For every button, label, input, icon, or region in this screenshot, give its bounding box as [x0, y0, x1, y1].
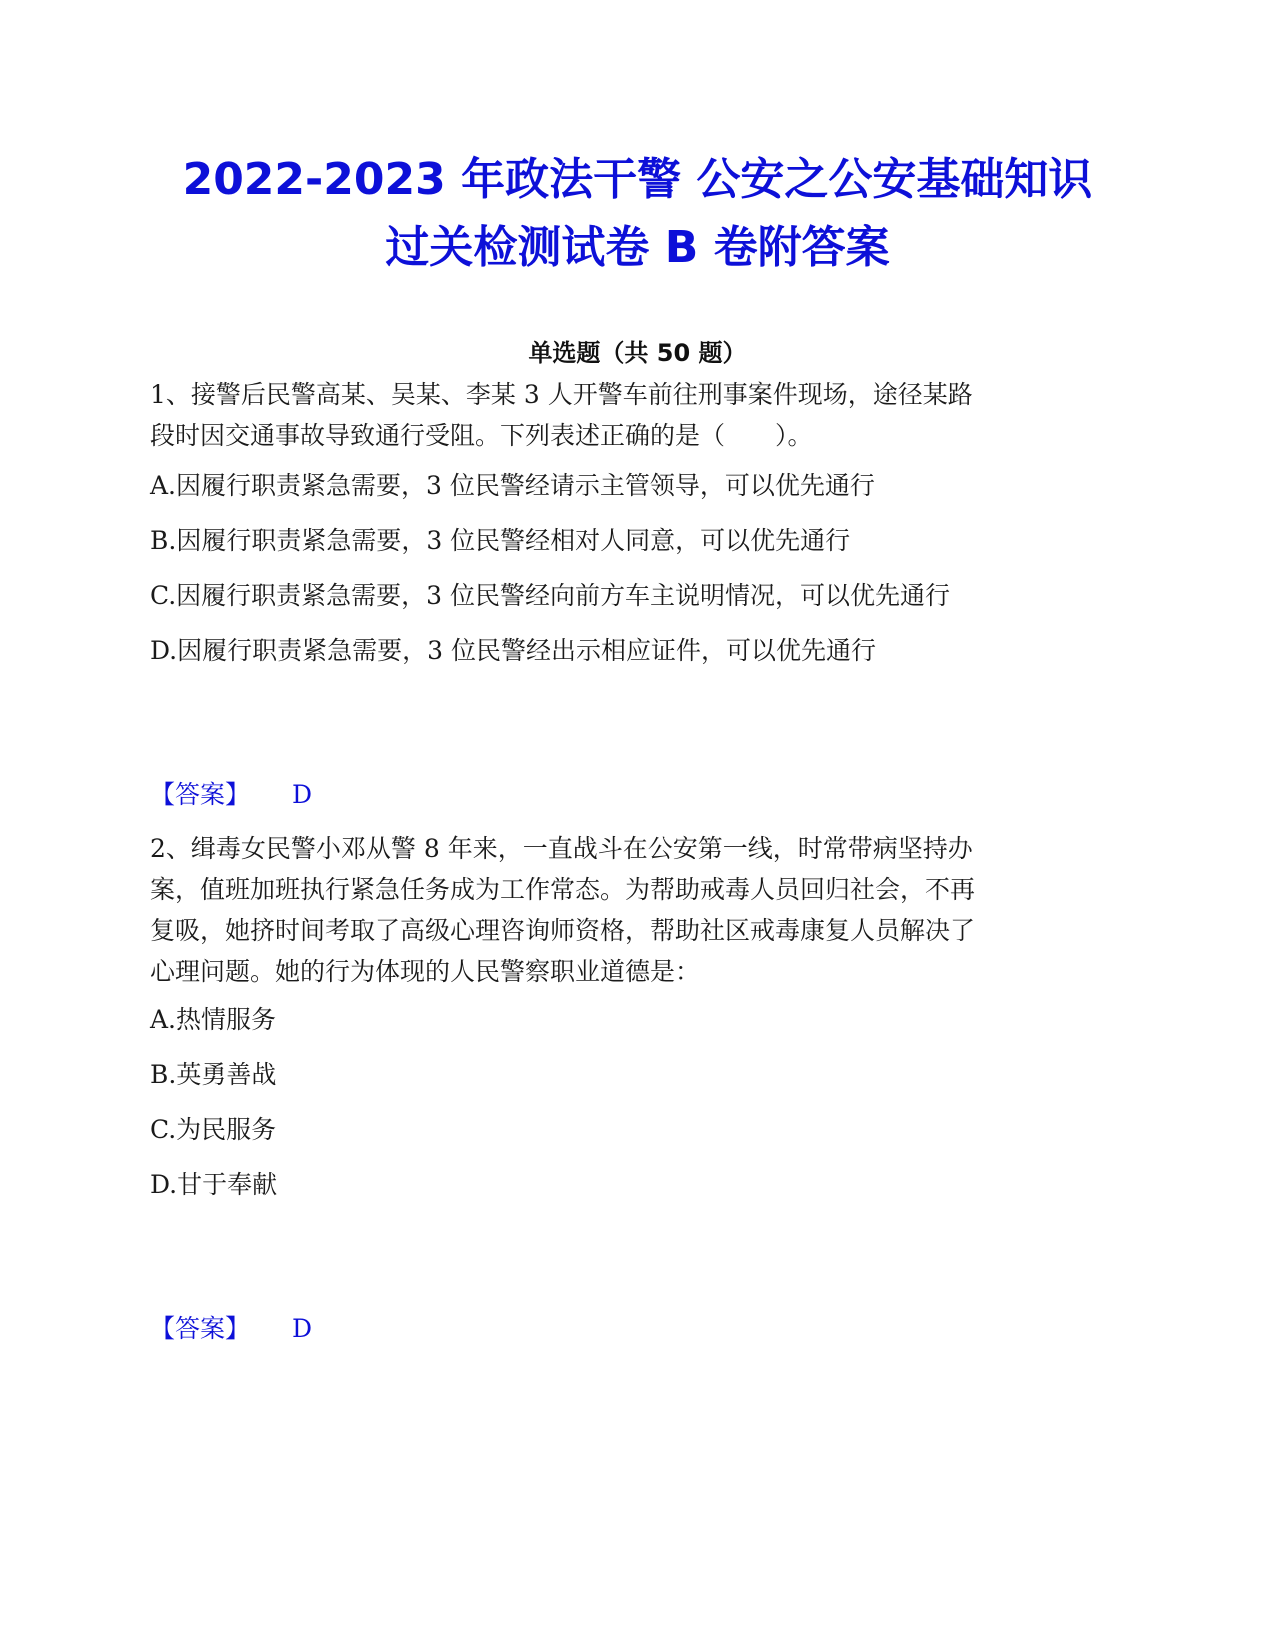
question-2-option-c: C.为民服务: [150, 1115, 277, 1144]
question-1-option-c: C.因履行职责紧急需要，3 位民警经向前方车主说明情况，可以优先通行: [150, 581, 951, 610]
question-1-option-b: B.因履行职责紧急需要，3 位民警经相对人同意，可以优先通行: [150, 526, 851, 555]
question-2-stem-line: 案，值班加班执行紧急任务成为工作常态。为帮助戒毒人员回归社会，不再: [150, 875, 976, 904]
question-1-option-d: D.因履行职责紧急需要，3 位民警经出示相应证件，可以优先通行: [150, 636, 876, 665]
question-2-option-b: B.英勇善战: [150, 1060, 277, 1089]
question-1-answer: [150, 778, 312, 812]
question-2-stem-line: 复吸，她挤时间考取了高级心理咨询师资格，帮助社区戒毒康复人员解决了: [150, 916, 976, 945]
question-2-answer: [150, 1312, 312, 1346]
question-1-stem-line: 段时因交通事故导致通行受阻。下列表述正确的是（ ）。: [150, 421, 813, 450]
question-2-option-a: A.热情服务: [150, 1005, 277, 1034]
answer-value: D: [292, 780, 313, 809]
question-1-option-a: A.因履行职责紧急需要，3 位民警经请示主管领导，可以优先通行: [150, 471, 875, 500]
document-title-line-2: 过关检测试卷 B 卷附答案: [385, 222, 890, 273]
section-heading: 单选题（共 50 题）: [528, 339, 747, 367]
question-2-stem-line: 2、缉毒女民警小邓从警 8 年来，一直战斗在公安第一线，时常带病坚持办: [150, 834, 973, 863]
question-2-stem-line: 心理问题。她的行为体现的人民警察职业道德是：: [150, 957, 701, 986]
answer-value: D: [292, 1314, 313, 1343]
document-title-line-1: 2022-2023 年政法干警 公安之公安基础知识: [182, 154, 1093, 205]
question-2-option-d: D.甘于奉献: [150, 1170, 278, 1199]
answer-label: 【答案】: [150, 1314, 251, 1343]
question-1-stem: [150, 374, 1130, 456]
question-2-stem: [150, 828, 1130, 992]
question-1-stem-line: 1、接警后民警高某、吴某、李某 3 人开警车前往刑事案件现场，途径某路: [150, 380, 973, 409]
answer-label: 【答案】: [150, 780, 251, 809]
